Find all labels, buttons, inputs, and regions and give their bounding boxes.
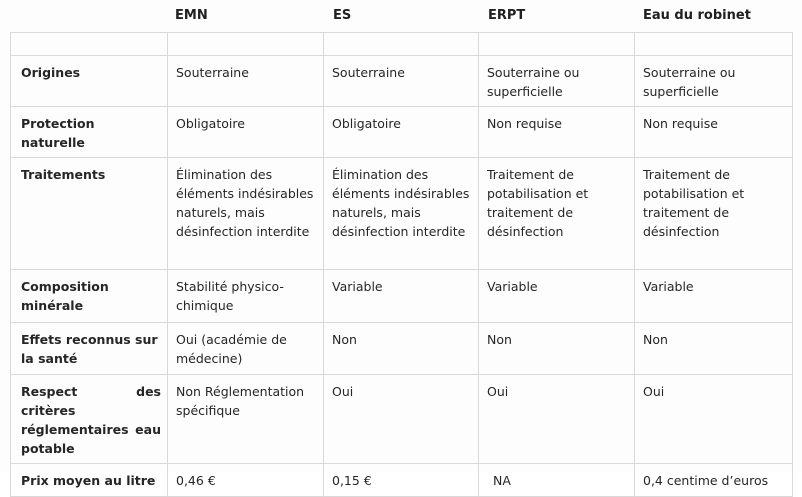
- table-row-prix: [11, 464, 793, 497]
- column-header-robinet: Eau du robinet: [643, 8, 751, 23]
- table-row-respect: [11, 375, 793, 464]
- row-label: Respect des critères réglementaires eau potable: [11, 375, 168, 464]
- cell-es: Oui: [324, 375, 479, 464]
- row-label: Protection naturelle: [11, 107, 168, 158]
- cell-es: 0,15 €: [324, 464, 479, 497]
- cell-robinet: Oui: [635, 375, 793, 464]
- row-label: Origines: [11, 56, 168, 107]
- cell-emn: Oui (académie de médecine): [168, 323, 324, 375]
- cell-erpt: Variable: [479, 270, 635, 323]
- table-header: [0, 0, 802, 30]
- table-row-traitements: [11, 158, 793, 270]
- cell-emn: Non Réglementation spécifique: [168, 375, 324, 464]
- cell-robinet: Variable: [635, 270, 793, 323]
- table-row-composition: [11, 270, 793, 323]
- table-row-empty: [11, 33, 793, 56]
- column-header-emn: EMN: [175, 8, 208, 23]
- row-label: Composition minérale: [11, 270, 168, 323]
- cell-es: Obligatoire: [324, 107, 479, 158]
- empty-cell: [635, 33, 793, 56]
- column-header-es: ES: [333, 8, 352, 23]
- empty-cell: [479, 33, 635, 56]
- column-header-erpt: ERPT: [488, 8, 526, 23]
- cell-robinet: Souterraine ou superficielle: [635, 56, 793, 107]
- empty-cell: [168, 33, 324, 56]
- cell-emn: 0,46 €: [168, 464, 324, 497]
- comparison-table: [10, 32, 793, 497]
- cell-erpt: Oui: [479, 375, 635, 464]
- cell-emn: Élimination des éléments indésirables naturels, mais désinfection interdite: [168, 158, 324, 270]
- cell-es: Variable: [324, 270, 479, 323]
- table-row-effets: [11, 323, 793, 375]
- cell-erpt: Traitement de potabilisation et traitement de désinfection: [479, 158, 635, 270]
- table-row-origines: [11, 56, 793, 107]
- cell-emn: Souterraine: [168, 56, 324, 107]
- cell-robinet: Non requise: [635, 107, 793, 158]
- cell-es: Élimination des éléments indésirables naturels, mais désinfection interdite: [324, 158, 479, 270]
- cell-robinet: 0,4 centime d’euros: [635, 464, 793, 497]
- cell-es: Souterraine: [324, 56, 479, 107]
- empty-cell: [324, 33, 479, 56]
- row-label: Traitements: [11, 158, 168, 270]
- cell-erpt: Souterraine ou superficielle: [479, 56, 635, 107]
- cell-emn: Obligatoire: [168, 107, 324, 158]
- cell-robinet: Traitement de potabilisation et traitement de désinfection: [635, 158, 793, 270]
- cell-erpt: Non: [479, 323, 635, 375]
- table-row-protection: [11, 107, 793, 158]
- empty-cell: [11, 33, 168, 56]
- cell-es: Non: [324, 323, 479, 375]
- row-label: Prix moyen au litre: [11, 464, 168, 497]
- cell-erpt: Non requise: [479, 107, 635, 158]
- cell-emn: Stabilité physico-chimique: [168, 270, 324, 323]
- cell-robinet: Non: [635, 323, 793, 375]
- row-label: Effets reconnus sur la santé: [11, 323, 168, 375]
- cell-erpt: NA: [479, 464, 635, 497]
